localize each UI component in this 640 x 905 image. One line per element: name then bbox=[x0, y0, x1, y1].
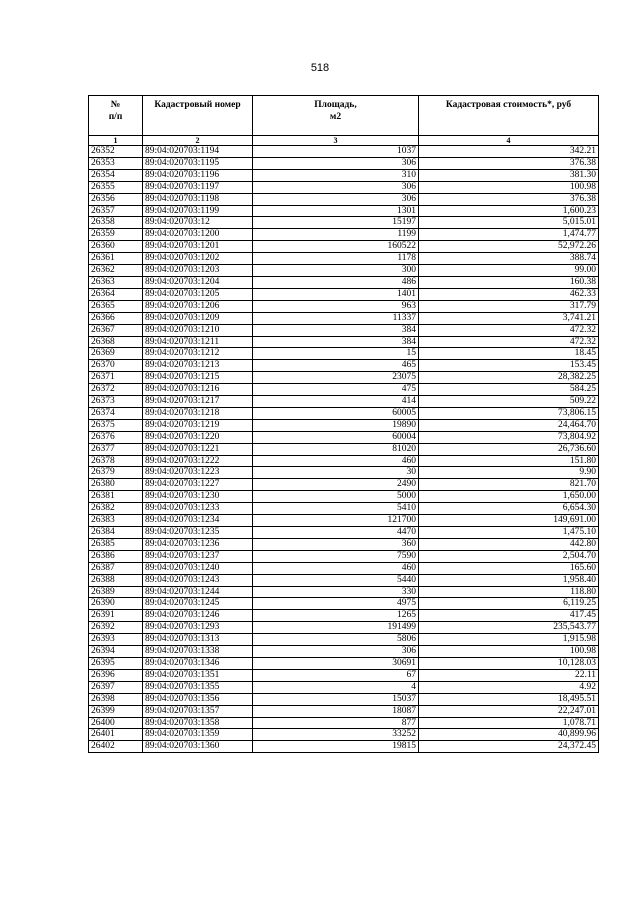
table-row bbox=[89, 265, 599, 277]
area-value: 486 bbox=[253, 276, 419, 288]
cadastral-number: 89:04:020703:1202 bbox=[143, 253, 253, 265]
cadastral-cost: 99.00 bbox=[419, 265, 599, 277]
cadastral-number: 89:04:020703:1218 bbox=[143, 407, 253, 419]
area-value: 15197 bbox=[253, 217, 419, 229]
area-value: 384 bbox=[253, 336, 419, 348]
table-row bbox=[89, 336, 599, 348]
table-row bbox=[89, 253, 599, 265]
cadastral-cost: 509.22 bbox=[419, 396, 599, 408]
row-number: 26362 bbox=[89, 265, 143, 277]
area-value: 360 bbox=[253, 538, 419, 550]
cadastral-number: 89:04:020703:1245 bbox=[143, 598, 253, 610]
cadastral-number: 89:04:020703:1217 bbox=[143, 396, 253, 408]
area-value: 15037 bbox=[253, 693, 419, 705]
area-value: 1265 bbox=[253, 610, 419, 622]
cadastral-cost: 462.33 bbox=[419, 288, 599, 300]
area-value: 30691 bbox=[253, 657, 419, 669]
row-number: 26377 bbox=[89, 443, 143, 455]
area-value: 414 bbox=[253, 396, 419, 408]
row-number: 26352 bbox=[89, 146, 143, 158]
row-number: 26369 bbox=[89, 348, 143, 360]
table-row bbox=[89, 515, 599, 527]
cadastral-cost: 381.30 bbox=[419, 169, 599, 181]
table-row bbox=[89, 312, 599, 324]
cadastral-number: 89:04:020703:1213 bbox=[143, 360, 253, 372]
header-row bbox=[89, 96, 599, 136]
area-value: 30 bbox=[253, 467, 419, 479]
cadastral-number: 89:04:020703:1195 bbox=[143, 157, 253, 169]
cadastral-cost: 153.45 bbox=[419, 360, 599, 372]
cadastral-number: 89:04:020703:1203 bbox=[143, 265, 253, 277]
row-number: 26376 bbox=[89, 431, 143, 443]
area-value: 1199 bbox=[253, 229, 419, 241]
cadastral-cost: 3,741.21 bbox=[419, 312, 599, 324]
table-row bbox=[89, 407, 599, 419]
cadastral-number: 89:04:020703:1234 bbox=[143, 515, 253, 527]
row-number: 26373 bbox=[89, 396, 143, 408]
cadastral-cost: 317.79 bbox=[419, 300, 599, 312]
table-row bbox=[89, 729, 599, 741]
area-value: 306 bbox=[253, 181, 419, 193]
cadastral-cost: 73,804.92 bbox=[419, 431, 599, 443]
row-number: 26391 bbox=[89, 610, 143, 622]
cadastral-number: 89:04:020703:1235 bbox=[143, 527, 253, 539]
cadastral-number: 89:04:020703:1237 bbox=[143, 550, 253, 562]
row-number: 26358 bbox=[89, 217, 143, 229]
cadastral-cost: 6,654.30 bbox=[419, 503, 599, 515]
page-number: 518 bbox=[310, 62, 330, 74]
area-value: 1037 bbox=[253, 146, 419, 158]
cadastral-cost: 118.80 bbox=[419, 586, 599, 598]
cadastral-number: 89:04:020703:1205 bbox=[143, 288, 253, 300]
row-number: 26371 bbox=[89, 372, 143, 384]
cadastral-cost: 151.80 bbox=[419, 455, 599, 467]
cadastral-number: 89:04:020703:1243 bbox=[143, 574, 253, 586]
cadastral-cost: 28,382.25 bbox=[419, 372, 599, 384]
area-value: 5000 bbox=[253, 491, 419, 503]
area-value: 5410 bbox=[253, 503, 419, 515]
table-row bbox=[89, 586, 599, 598]
row-number: 26361 bbox=[89, 253, 143, 265]
area-value: 81020 bbox=[253, 443, 419, 455]
table-row bbox=[89, 241, 599, 253]
table-row bbox=[89, 276, 599, 288]
row-number: 26387 bbox=[89, 562, 143, 574]
table-row bbox=[89, 372, 599, 384]
row-number: 26365 bbox=[89, 300, 143, 312]
cadastral-cost: 235,543.77 bbox=[419, 622, 599, 634]
area-value: 460 bbox=[253, 455, 419, 467]
cadastral-cost: 1,958.40 bbox=[419, 574, 599, 586]
row-number: 26382 bbox=[89, 503, 143, 515]
cadastral-number: 89:04:020703:1244 bbox=[143, 586, 253, 598]
cadastral-number: 89:04:020703:1212 bbox=[143, 348, 253, 360]
cadastral-cost: 26,736.60 bbox=[419, 443, 599, 455]
table-row bbox=[89, 324, 599, 336]
table-row bbox=[89, 634, 599, 646]
area-value: 1178 bbox=[253, 253, 419, 265]
table-row bbox=[89, 384, 599, 396]
cadastral-cost: 10,128.03 bbox=[419, 657, 599, 669]
cadastral-cost: 22.11 bbox=[419, 669, 599, 681]
cadastral-number: 89:04:020703:1357 bbox=[143, 705, 253, 717]
area-value: 877 bbox=[253, 717, 419, 729]
table-row bbox=[89, 396, 599, 408]
cadastral-number: 89:04:020703:1227 bbox=[143, 479, 253, 491]
table-row bbox=[89, 157, 599, 169]
table-row bbox=[89, 348, 599, 360]
cadastral-number: 89:04:020703:1355 bbox=[143, 681, 253, 693]
area-value: 2490 bbox=[253, 479, 419, 491]
table-row bbox=[89, 717, 599, 729]
table-row bbox=[89, 681, 599, 693]
cadastral-cost: 6,119.25 bbox=[419, 598, 599, 610]
cadastral-cost: 100.98 bbox=[419, 181, 599, 193]
row-number: 26399 bbox=[89, 705, 143, 717]
table-row bbox=[89, 479, 599, 491]
header-cadastral-cost: Кадастровая стоимость*, руб bbox=[419, 96, 599, 136]
cadastral-cost: 1,915.98 bbox=[419, 634, 599, 646]
row-number: 26383 bbox=[89, 515, 143, 527]
cadastral-cost: 472.32 bbox=[419, 336, 599, 348]
area-value: 306 bbox=[253, 646, 419, 658]
area-value: 306 bbox=[253, 193, 419, 205]
cadastral-cost: 821.70 bbox=[419, 479, 599, 491]
cadastral-number: 89:04:020703:1359 bbox=[143, 729, 253, 741]
cadastral-cost: 24,464.70 bbox=[419, 419, 599, 431]
row-number: 26366 bbox=[89, 312, 143, 324]
cadastral-number: 89:04:020703:1215 bbox=[143, 372, 253, 384]
table-row bbox=[89, 657, 599, 669]
cadastral-cost: 472.32 bbox=[419, 324, 599, 336]
header-cadastral-number: Кадастровый номер bbox=[143, 96, 253, 136]
cadastral-cost: 1,650.00 bbox=[419, 491, 599, 503]
cadastral-cost: 376.38 bbox=[419, 157, 599, 169]
column-number-row bbox=[89, 136, 599, 146]
cadastral-cost: 342.21 bbox=[419, 146, 599, 158]
row-number: 26372 bbox=[89, 384, 143, 396]
row-number: 26363 bbox=[89, 276, 143, 288]
area-value: 160522 bbox=[253, 241, 419, 253]
cadastral-cost: 100.98 bbox=[419, 646, 599, 658]
column-number: 4 bbox=[419, 136, 599, 146]
cadastral-number: 89:04:020703:1358 bbox=[143, 717, 253, 729]
area-value: 310 bbox=[253, 169, 419, 181]
area-value: 19890 bbox=[253, 419, 419, 431]
table-row bbox=[89, 193, 599, 205]
cadastral-cost: 1,474.77 bbox=[419, 229, 599, 241]
cadastral-number: 89:04:020703:1196 bbox=[143, 169, 253, 181]
column-number: 1 bbox=[89, 136, 143, 146]
area-value: 4 bbox=[253, 681, 419, 693]
cadastral-number: 89:04:020703:1338 bbox=[143, 646, 253, 658]
cadastral-number: 89:04:020703:1198 bbox=[143, 193, 253, 205]
area-value: 19815 bbox=[253, 741, 419, 753]
table-body bbox=[89, 146, 599, 753]
row-number: 26381 bbox=[89, 491, 143, 503]
column-number: 2 bbox=[143, 136, 253, 146]
cadastral-number: 89:04:020703:1216 bbox=[143, 384, 253, 396]
row-number: 26356 bbox=[89, 193, 143, 205]
table-row bbox=[89, 288, 599, 300]
cadastral-number: 89:04:020703:1211 bbox=[143, 336, 253, 348]
cadastral-cost: 417.45 bbox=[419, 610, 599, 622]
area-value: 60004 bbox=[253, 431, 419, 443]
cadastral-cost: 40,899.96 bbox=[419, 729, 599, 741]
table-row bbox=[89, 229, 599, 241]
cadastral-cost: 442.80 bbox=[419, 538, 599, 550]
cadastral-cost: 2,504.70 bbox=[419, 550, 599, 562]
table-row bbox=[89, 431, 599, 443]
row-number: 26389 bbox=[89, 586, 143, 598]
cadastral-number: 89:04:020703:1233 bbox=[143, 503, 253, 515]
row-number: 26354 bbox=[89, 169, 143, 181]
area-value: 300 bbox=[253, 265, 419, 277]
area-value: 11337 bbox=[253, 312, 419, 324]
table-row bbox=[89, 360, 599, 372]
cadastral-number: 89:04:020703:1346 bbox=[143, 657, 253, 669]
table-row bbox=[89, 503, 599, 515]
table-row bbox=[89, 169, 599, 181]
row-number: 26380 bbox=[89, 479, 143, 491]
header-number: № п/п bbox=[89, 96, 143, 136]
area-value: 18087 bbox=[253, 705, 419, 717]
row-number: 26395 bbox=[89, 657, 143, 669]
area-value: 60005 bbox=[253, 407, 419, 419]
table-row bbox=[89, 146, 599, 158]
area-value: 23075 bbox=[253, 372, 419, 384]
table-row bbox=[89, 550, 599, 562]
row-number: 26386 bbox=[89, 550, 143, 562]
row-number: 26394 bbox=[89, 646, 143, 658]
table-row bbox=[89, 646, 599, 658]
column-number: 3 bbox=[253, 136, 419, 146]
table-row bbox=[89, 598, 599, 610]
cadastral-cost: 376.38 bbox=[419, 193, 599, 205]
cadastral-number: 89:04:020703:1293 bbox=[143, 622, 253, 634]
cadastral-cost: 388.74 bbox=[419, 253, 599, 265]
table-row bbox=[89, 443, 599, 455]
area-value: 121700 bbox=[253, 515, 419, 527]
area-value: 330 bbox=[253, 586, 419, 598]
cadastral-cost: 73,806.15 bbox=[419, 407, 599, 419]
area-value: 7590 bbox=[253, 550, 419, 562]
row-number: 26355 bbox=[89, 181, 143, 193]
cadastral-number: 89:04:020703:1240 bbox=[143, 562, 253, 574]
table-row bbox=[89, 300, 599, 312]
cadastral-number: 89:04:020703:1221 bbox=[143, 443, 253, 455]
cadastral-number: 89:04:020703:1222 bbox=[143, 455, 253, 467]
row-number: 26379 bbox=[89, 467, 143, 479]
cadastral-number: 89:04:020703:1313 bbox=[143, 634, 253, 646]
area-value: 384 bbox=[253, 324, 419, 336]
row-number: 26370 bbox=[89, 360, 143, 372]
area-value: 475 bbox=[253, 384, 419, 396]
row-number: 26360 bbox=[89, 241, 143, 253]
row-number: 26393 bbox=[89, 634, 143, 646]
cadastral-number: 89:04:020703:12 bbox=[143, 217, 253, 229]
row-number: 26402 bbox=[89, 741, 143, 753]
cadastral-cost: 52,972.26 bbox=[419, 241, 599, 253]
cadastral-cost: 4.92 bbox=[419, 681, 599, 693]
row-number: 26388 bbox=[89, 574, 143, 586]
row-number: 26378 bbox=[89, 455, 143, 467]
cadastral-cost: 160.38 bbox=[419, 276, 599, 288]
area-value: 67 bbox=[253, 669, 419, 681]
area-value: 191499 bbox=[253, 622, 419, 634]
cadastral-number: 89:04:020703:1201 bbox=[143, 241, 253, 253]
cadastral-cost: 18.45 bbox=[419, 348, 599, 360]
cadastral-number: 89:04:020703:1246 bbox=[143, 610, 253, 622]
cadastral-number: 89:04:020703:1210 bbox=[143, 324, 253, 336]
table-row bbox=[89, 527, 599, 539]
table-row bbox=[89, 574, 599, 586]
table-row bbox=[89, 610, 599, 622]
cadastral-cost: 24,372.45 bbox=[419, 741, 599, 753]
area-value: 4975 bbox=[253, 598, 419, 610]
table-row bbox=[89, 705, 599, 717]
area-value: 5440 bbox=[253, 574, 419, 586]
area-value: 963 bbox=[253, 300, 419, 312]
cadastral-number: 89:04:020703:1223 bbox=[143, 467, 253, 479]
area-value: 15 bbox=[253, 348, 419, 360]
cadastral-number: 89:04:020703:1351 bbox=[143, 669, 253, 681]
cadastral-cost: 9.90 bbox=[419, 467, 599, 479]
table-row bbox=[89, 181, 599, 193]
table-row bbox=[89, 622, 599, 634]
cadastral-cost: 165.60 bbox=[419, 562, 599, 574]
row-number: 26398 bbox=[89, 693, 143, 705]
row-number: 26401 bbox=[89, 729, 143, 741]
cadastral-number: 89:04:020703:1209 bbox=[143, 312, 253, 324]
cadastral-number: 89:04:020703:1219 bbox=[143, 419, 253, 431]
cadastral-number: 89:04:020703:1194 bbox=[143, 146, 253, 158]
area-value: 306 bbox=[253, 157, 419, 169]
table-row bbox=[89, 693, 599, 705]
cadastral-number: 89:04:020703:1360 bbox=[143, 741, 253, 753]
table-row bbox=[89, 205, 599, 217]
cadastre-table bbox=[88, 95, 599, 753]
row-number: 26396 bbox=[89, 669, 143, 681]
row-number: 26384 bbox=[89, 527, 143, 539]
area-value: 4470 bbox=[253, 527, 419, 539]
cadastral-cost: 584.25 bbox=[419, 384, 599, 396]
cadastral-number: 89:04:020703:1206 bbox=[143, 300, 253, 312]
row-number: 26364 bbox=[89, 288, 143, 300]
header-area: Площадь, м2 bbox=[253, 96, 419, 136]
table-row bbox=[89, 562, 599, 574]
row-number: 26375 bbox=[89, 419, 143, 431]
row-number: 26368 bbox=[89, 336, 143, 348]
cadastral-number: 89:04:020703:1204 bbox=[143, 276, 253, 288]
cadastral-cost: 1,475.10 bbox=[419, 527, 599, 539]
cadastral-number: 89:04:020703:1356 bbox=[143, 693, 253, 705]
cadastral-number: 89:04:020703:1200 bbox=[143, 229, 253, 241]
cadastral-cost: 5,015.01 bbox=[419, 217, 599, 229]
row-number: 26353 bbox=[89, 157, 143, 169]
area-value: 1401 bbox=[253, 288, 419, 300]
area-value: 33252 bbox=[253, 729, 419, 741]
row-number: 26400 bbox=[89, 717, 143, 729]
row-number: 26374 bbox=[89, 407, 143, 419]
row-number: 26392 bbox=[89, 622, 143, 634]
table-row bbox=[89, 538, 599, 550]
table-row bbox=[89, 467, 599, 479]
cadastral-number: 89:04:020703:1197 bbox=[143, 181, 253, 193]
area-value: 5806 bbox=[253, 634, 419, 646]
cadastral-number: 89:04:020703:1220 bbox=[143, 431, 253, 443]
area-value: 460 bbox=[253, 562, 419, 574]
row-number: 26359 bbox=[89, 229, 143, 241]
table-row bbox=[89, 669, 599, 681]
cadastral-number: 89:04:020703:1230 bbox=[143, 491, 253, 503]
table-row bbox=[89, 217, 599, 229]
table-row bbox=[89, 419, 599, 431]
cadastral-cost: 1,600.23 bbox=[419, 205, 599, 217]
row-number: 26385 bbox=[89, 538, 143, 550]
cadastral-cost: 22,247.01 bbox=[419, 705, 599, 717]
area-value: 1301 bbox=[253, 205, 419, 217]
cadastral-cost: 1,078.71 bbox=[419, 717, 599, 729]
cadastral-number: 89:04:020703:1236 bbox=[143, 538, 253, 550]
cadastral-number: 89:04:020703:1199 bbox=[143, 205, 253, 217]
row-number: 26397 bbox=[89, 681, 143, 693]
table-row bbox=[89, 741, 599, 753]
cadastral-cost: 149,691.00 bbox=[419, 515, 599, 527]
row-number: 26367 bbox=[89, 324, 143, 336]
row-number: 26357 bbox=[89, 205, 143, 217]
cadastral-cost: 18,495.51 bbox=[419, 693, 599, 705]
area-value: 465 bbox=[253, 360, 419, 372]
table-row bbox=[89, 491, 599, 503]
row-number: 26390 bbox=[89, 598, 143, 610]
table-row bbox=[89, 455, 599, 467]
